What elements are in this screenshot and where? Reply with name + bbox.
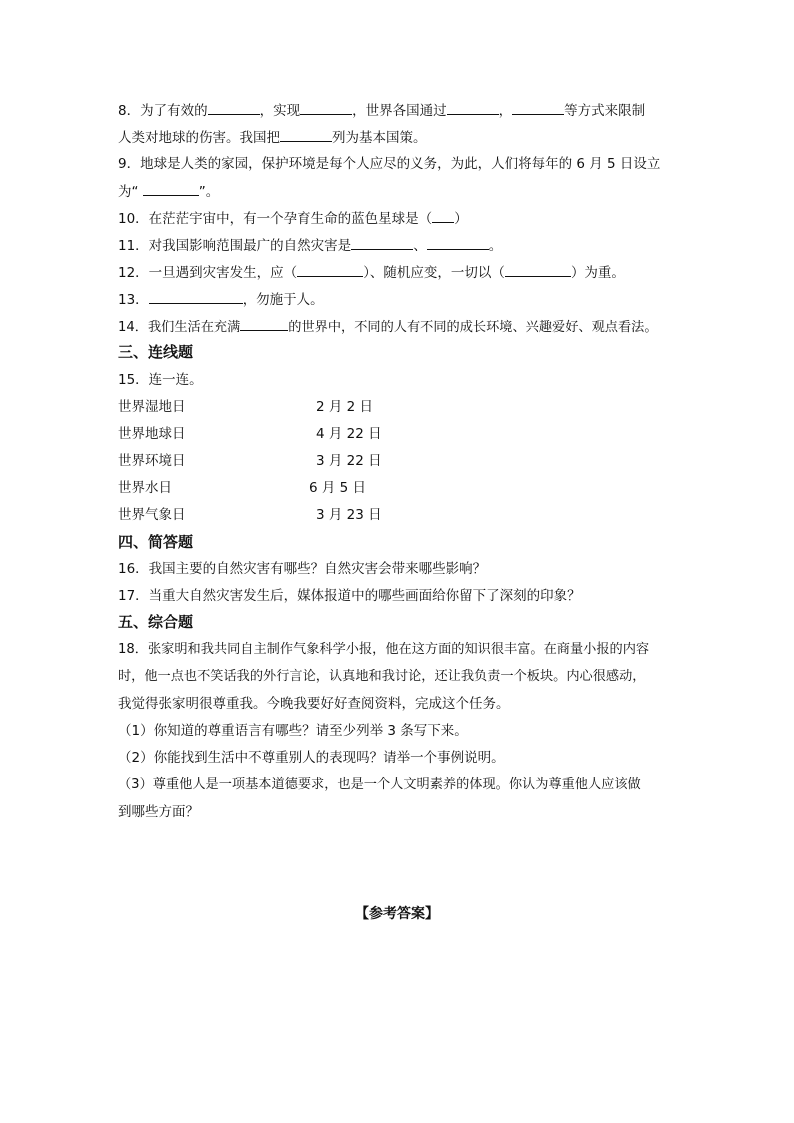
- question-18-sub-3-line-1: （3）尊重他人是一项基本道德要求，也是一个人文明素养的体现。你认为尊重他人应该做: [118, 777, 641, 792]
- blank[interactable]: [240, 316, 288, 331]
- q12-text-1: 12．一旦遇到灾害发生，应（: [118, 265, 298, 281]
- question-17: 17．当重大自然灾害发生后，媒体报道中的哪些画面给你留下了深刻的印象？: [118, 588, 581, 604]
- matching-left-item[interactable]: 世界环境日: [118, 453, 186, 469]
- question-18-sub-2: （2）你能找到生活中不尊重别人的表现吗？请举一个事例说明。: [118, 750, 505, 766]
- q9-text-2: ”。: [198, 184, 220, 200]
- blank[interactable]: [149, 289, 243, 304]
- matching-left-item[interactable]: 世界气象日: [118, 507, 186, 523]
- question-14: [118, 316, 658, 338]
- section-heading-short-answer: 四、简答题: [118, 533, 194, 551]
- matching-left-item[interactable]: 世界湿地日: [118, 399, 186, 415]
- q11-text-1: 11．对我国影响范围最广的自然灾害是: [118, 238, 352, 254]
- matching-right-item[interactable]: 3 月 23 日: [316, 507, 382, 523]
- question-16: 16．我国主要的自然灾害有哪些？自然灾害会带来哪些影响？: [118, 561, 487, 577]
- question-18-sub-3-line-2: 到哪些方面？: [118, 804, 199, 820]
- q8-text-7: 列为基本国策。: [332, 130, 427, 146]
- question-8-line-2: [118, 127, 427, 148]
- q11-text-2: 、: [413, 238, 427, 254]
- blank[interactable]: [143, 181, 199, 196]
- question-9-line-2: [118, 181, 219, 202]
- blank[interactable]: [432, 208, 454, 223]
- section-heading-matching: 三、连线题: [118, 343, 194, 361]
- question-11: [118, 235, 502, 256]
- q14-text-2: 的世界中，不同的人有不同的成长环境、兴趣爱好、观点看法。: [288, 320, 658, 335]
- blank[interactable]: [208, 100, 260, 115]
- q8-text-5: 等方式来限制: [564, 103, 646, 119]
- q8-text-3: ，世界各国通过: [352, 103, 447, 119]
- question-18-line-1: 18．张家明和我共同自主制作气象科学小报，他在这方面的知识很丰富。在商量小报的内容: [118, 642, 650, 657]
- blank[interactable]: [427, 235, 489, 250]
- q12-text-3: ）为重。: [570, 265, 625, 281]
- question-10: [118, 208, 468, 229]
- question-9-line-1: 9．地球是人类的家园，保护环境是每个人应尽的义务，为此，人们将每年的 6 月 5 日设立: [118, 156, 661, 172]
- question-18-line-3: 我觉得张家明很尊重我。今晚我要好好查阅资料，完成这个任务。: [118, 696, 510, 712]
- q10-text-2: ）: [454, 211, 468, 227]
- blank[interactable]: [447, 100, 499, 115]
- question-18-line-2: 时，他一点也不笑话我的外行言论，认真地和我讨论，还让我负责一个板块。内心很感动，: [118, 669, 646, 684]
- q8-text-4: ，: [498, 103, 513, 119]
- q8-text-2: ，实现: [259, 103, 301, 119]
- blank[interactable]: [280, 127, 332, 142]
- matching-right-item[interactable]: 2 月 2 日: [316, 399, 374, 415]
- q13-text-2: ，勿施于人。: [242, 292, 324, 308]
- question-8-line-1: [118, 100, 645, 121]
- q10-text-1: 10．在茫茫宇宙中，有一个孕育生命的蓝色星球是（: [118, 211, 433, 227]
- blank[interactable]: [351, 235, 413, 250]
- blank[interactable]: [512, 100, 564, 115]
- q14-text-1: 14．我们生活在充满: [118, 320, 241, 335]
- q13-text-1: 13．: [118, 292, 149, 308]
- matching-right-item[interactable]: 3 月 22 日: [316, 453, 382, 469]
- reference-answer-title: 【参考答案】: [355, 906, 439, 922]
- blank[interactable]: [297, 262, 363, 277]
- matching-right-item[interactable]: 4 月 22 日: [316, 426, 382, 442]
- question-12: [118, 262, 625, 283]
- q11-text-3: 。: [488, 238, 503, 254]
- question-13: [118, 289, 324, 310]
- q8-text-1: 8．为了有效的: [118, 103, 208, 119]
- matching-right-item[interactable]: 6 月 5 日: [309, 480, 367, 496]
- q9-text-1: 为“: [118, 184, 143, 200]
- section-heading-comprehensive: 五、综合题: [118, 613, 194, 631]
- question-18-sub-1: （1）你知道的尊重语言有哪些？请至少列举 3 条写下来。: [118, 723, 468, 739]
- q8-text-6: 人类对地球的伤害。我国把: [118, 130, 280, 146]
- blank[interactable]: [300, 100, 352, 115]
- matching-left-item[interactable]: 世界水日: [118, 480, 172, 496]
- blank[interactable]: [505, 262, 571, 277]
- matching-left-item[interactable]: 世界地球日: [118, 426, 186, 442]
- q12-text-2: ）、随机应变，一切以（: [363, 265, 505, 281]
- question-15: 15．连一连。: [118, 372, 203, 388]
